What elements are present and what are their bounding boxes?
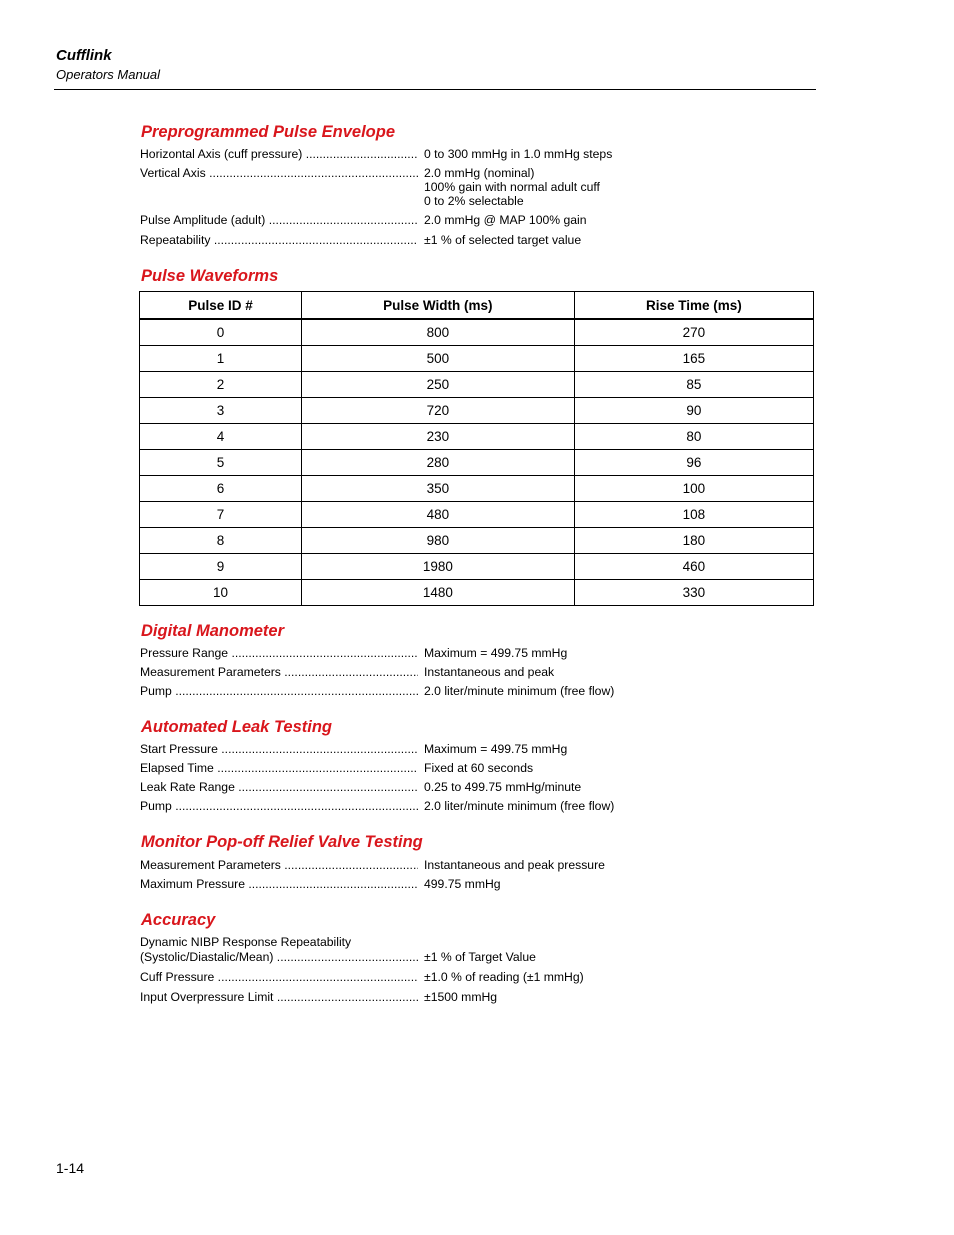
column-header-pulse-id: Pulse ID #	[140, 292, 302, 320]
table-row	[140, 372, 814, 398]
table-row	[140, 502, 814, 528]
section-title-popoff: Monitor Pop-off Relief Valve Testing	[141, 833, 423, 851]
spec-value: 2.0 mmHg @ MAP 100% gain	[424, 213, 587, 227]
spec-value: Instantaneous and peak pressure	[424, 858, 605, 872]
table-cell: 800	[301, 319, 574, 346]
spec-label: Pump .....	[140, 684, 418, 699]
table-cell: 500	[301, 346, 574, 372]
spec-label: Measurement Parameters .....	[140, 858, 418, 873]
table-cell: 80	[574, 424, 813, 450]
table-cell: 1480	[301, 580, 574, 606]
table-row	[140, 398, 814, 424]
table-row	[140, 580, 814, 606]
table-cell: 108	[574, 502, 813, 528]
spec-label: Start Pressure .....	[140, 742, 418, 757]
spec-value: ±1 % of selected target value	[424, 233, 582, 247]
table-row	[140, 476, 814, 502]
spec-value: Maximum = 499.75 mmHg	[424, 646, 568, 660]
section-title-manometer: Digital Manometer	[141, 622, 285, 640]
spec-label: Vertical Axis .....	[140, 166, 418, 181]
spec-label: Input Overpressure Limit .....	[140, 990, 418, 1005]
spec-value: ±1500 mmHg	[424, 990, 498, 1004]
table-cell: 100	[574, 476, 813, 502]
spec-label: Pulse Amplitude (adult) .....	[140, 213, 418, 228]
table-cell: 85	[574, 372, 813, 398]
table-cell: 350	[301, 476, 574, 502]
pulse-waveforms-table	[139, 291, 814, 606]
spec-label: Measurement Parameters .....	[140, 665, 418, 680]
header-divider	[54, 89, 816, 90]
table-row	[140, 424, 814, 450]
section-title-waveforms: Pulse Waveforms	[141, 267, 279, 285]
page-number: 1-14	[56, 1160, 85, 1176]
spec-value: Fixed at 60 seconds	[424, 761, 534, 775]
spec-label: Pressure Range .....	[140, 646, 418, 661]
column-header-pulse-width: Pulse Width (ms)	[301, 292, 574, 320]
table-cell: 480	[301, 502, 574, 528]
table-cell: 9	[140, 554, 302, 580]
spec-value: 2.0 liter/minute minimum (free flow)	[424, 799, 615, 813]
table-cell: 4	[140, 424, 302, 450]
table-cell: 980	[301, 528, 574, 554]
manual-title: Cufflink	[56, 47, 112, 64]
spec-label: Pump .....	[140, 799, 418, 814]
table-cell: 8	[140, 528, 302, 554]
table-cell: 270	[574, 319, 813, 346]
table-header-row	[140, 292, 814, 320]
table-cell: 330	[574, 580, 813, 606]
spec-label: Cuff Pressure .....	[140, 970, 418, 985]
table-cell: 460	[574, 554, 813, 580]
spec-label: Elapsed Time .....	[140, 761, 418, 776]
section-title-envelope: Preprogrammed Pulse Envelope	[141, 123, 396, 141]
table-cell: 180	[574, 528, 813, 554]
table-row	[140, 346, 814, 372]
spec-value: Instantaneous and peak	[424, 665, 555, 679]
table-cell: 280	[301, 450, 574, 476]
spec-value: 2.0 liter/minute minimum (free flow)	[424, 684, 615, 698]
table-cell: 0	[140, 319, 302, 346]
table-cell: 5	[140, 450, 302, 476]
table-cell: 6	[140, 476, 302, 502]
table-cell: 2	[140, 372, 302, 398]
table-row	[140, 450, 814, 476]
table-cell: 3	[140, 398, 302, 424]
table-cell: 10	[140, 580, 302, 606]
spec-label: (Systolic/Diastalic/Mean) .....	[140, 950, 418, 965]
column-header-rise-time: Rise Time (ms)	[574, 292, 813, 320]
section-title-accuracy: Accuracy	[141, 911, 216, 929]
table-cell: 165	[574, 346, 813, 372]
spec-value: 2.0 mmHg (nominal) 100% gain with normal adult cuff 0 to 2% selectable	[424, 166, 600, 208]
manual-subtitle: Operators Manual	[56, 67, 161, 82]
table-cell: 90	[574, 398, 813, 424]
table-row	[140, 319, 814, 346]
spec-label: Leak Rate Range .....	[140, 780, 418, 795]
table-cell: 7	[140, 502, 302, 528]
table-row	[140, 528, 814, 554]
spec-value: ±1 % of Target Value	[424, 950, 536, 964]
spec-label: Horizontal Axis (cuff pressure) .....	[140, 147, 418, 162]
spec-value: 0.25 to 499.75 mmHg/minute	[424, 780, 582, 794]
spec-value: 0 to 300 mmHg in 1.0 mmHg steps	[424, 147, 613, 161]
table-cell: 1	[140, 346, 302, 372]
spec-label: Dynamic NIBP Response Repeatability	[140, 935, 352, 949]
table-cell: 720	[301, 398, 574, 424]
table-row	[140, 554, 814, 580]
spec-value: 499.75 mmHg	[424, 877, 501, 891]
spec-label: Repeatability .....	[140, 233, 418, 248]
table-cell: 250	[301, 372, 574, 398]
table-cell: 230	[301, 424, 574, 450]
section-title-leak: Automated Leak Testing	[141, 718, 332, 736]
spec-value: ±1.0 % of reading (±1 mmHg)	[424, 970, 584, 984]
spec-value: Maximum = 499.75 mmHg	[424, 742, 568, 756]
table-cell: 1980	[301, 554, 574, 580]
spec-label: Maximum Pressure .....	[140, 877, 418, 892]
table-cell: 96	[574, 450, 813, 476]
